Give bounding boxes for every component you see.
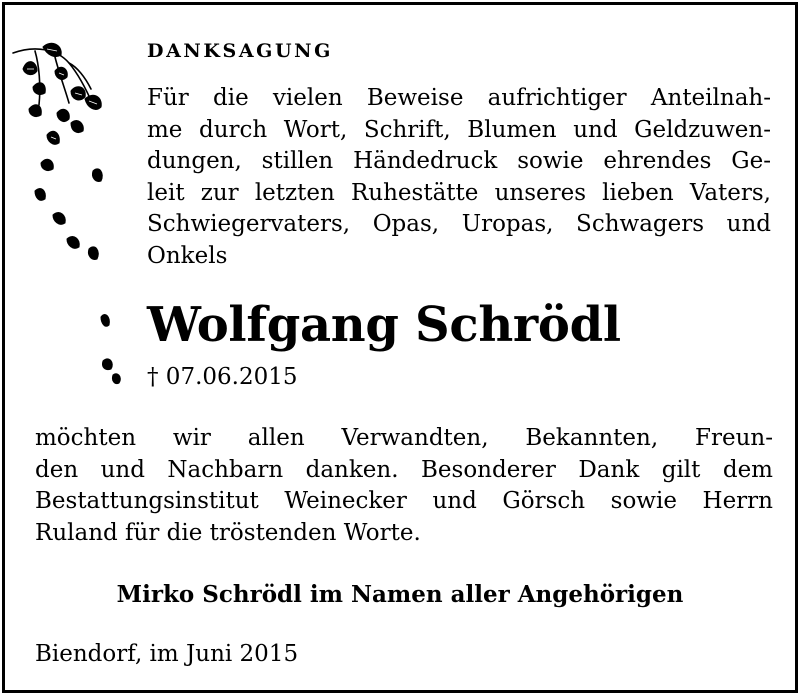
death-date: † 07.06.2015 — [147, 364, 298, 390]
intro-line: Für die vielen Beweise aufrichtiger Anteilnah- — [147, 85, 771, 111]
deceased-name: Wolfgang Schrödl — [147, 297, 621, 353]
intro-paragraph — [147, 83, 771, 272]
obituary-notice — [2, 2, 798, 693]
intro-line: me durch Wort, Schrift, Blumen und Geldzuwen- — [147, 116, 771, 143]
body-paragraph — [35, 423, 773, 549]
place-date: Biendorf, im Juni 2015 — [35, 641, 299, 667]
birch-branch-icon — [5, 5, 145, 405]
intro-line: leit zur letzten Ruhestätte unseres lieben Vaters, — [147, 179, 771, 206]
body-line: Ruland für die tröstenden Worte. — [35, 519, 421, 546]
intro-line: dungen, stillen Händedruck sowie ehrendes Ge- — [147, 148, 771, 174]
body-line: möchten wir allen Verwandten, Bekannten, Freun- — [35, 425, 773, 451]
heading: DANKSAGUNG — [147, 40, 333, 62]
intro-line: Schwiegervaters, Opas, Uropas, Schwagers und — [147, 211, 771, 237]
signature: Mirko Schrödl im Namen aller Angehörigen — [116, 581, 684, 608]
intro-line: Onkels — [147, 242, 228, 269]
body-line: den und Nachbarn danken. Besonderer Dank gilt dem — [35, 456, 773, 483]
body-line: Bestattungsinstitut Weinecker und Görsch sowie Herrn — [35, 488, 773, 514]
